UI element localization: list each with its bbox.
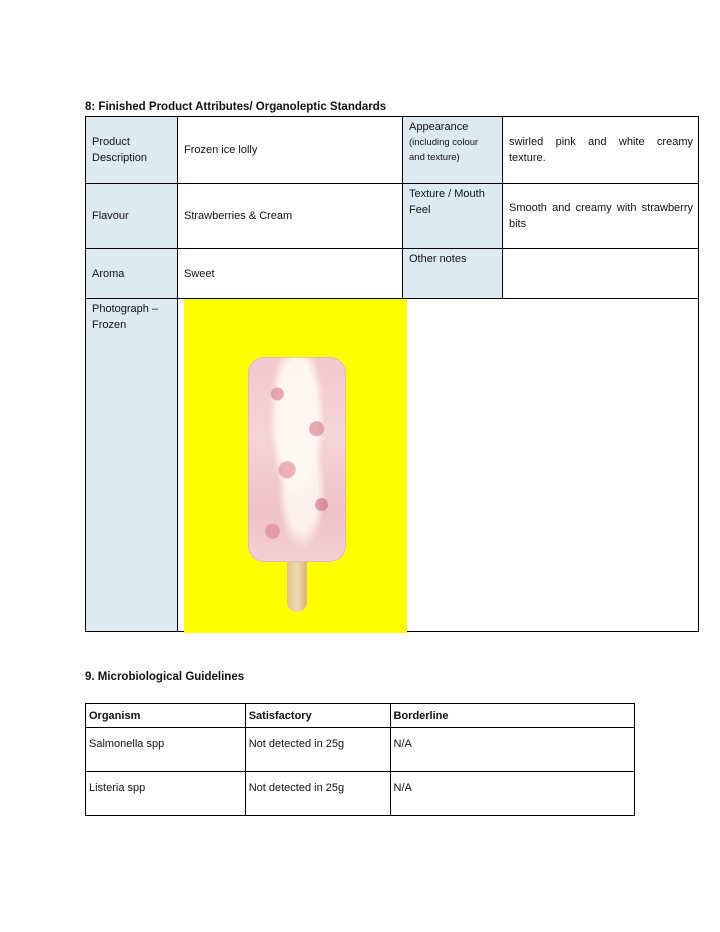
popsicle-photo [184,299,407,633]
table-header-row [86,704,635,728]
section-8-heading: 8: Finished Product Attributes/ Organoleptic Standards [85,101,387,113]
product-description-value-cell [178,117,403,184]
appearance-value-cell [503,117,699,184]
flavour-value: Strawberries & Cream [184,210,293,222]
texture-label-cell [403,184,503,249]
attributes-table [85,116,699,632]
column-header: Satisfactory [245,704,390,728]
product-description-value: Frozen ice lolly [184,144,258,156]
aroma-value-cell [178,249,403,299]
product-description-label: Product Description [92,136,148,164]
column-header: Borderline [390,704,635,728]
popsicle-image [248,357,346,562]
flavour-label-cell [86,184,178,249]
flavour-label: Flavour [92,210,129,222]
table-row [86,772,635,816]
aroma-label: Aroma [92,267,125,280]
appearance-label-cell [403,117,503,184]
flavour-value-cell [178,184,403,249]
borderline-cell: N/A [390,772,635,816]
column-header: Organism [86,704,246,728]
product-description-label-cell [86,117,178,184]
organism-cell: Salmonella spp [86,728,246,772]
texture-value: Smooth and creamy with strawberry bits [509,202,693,230]
texture-label: Texture / Mouth Feel [409,188,485,216]
appearance-label: Appearance [409,121,469,133]
satisfactory-cell: Not detected in 25g [245,772,390,816]
aroma-label-cell [86,249,178,299]
microbiological-table [85,703,635,816]
popsicle-stick [287,554,307,612]
aroma-value: Sweet [184,267,215,280]
appearance-value: swirled pink and white creamy texture. [509,136,693,164]
other-notes-label: Other notes [409,253,467,265]
photograph-label-cell [86,299,178,631]
other-notes-value-cell [503,249,699,299]
photograph-label: Photograph – Frozen [92,303,159,331]
section-9-heading: 9. Microbiological Guidelines [85,671,245,683]
texture-value-cell [503,184,699,249]
satisfactory-cell: Not detected in 25g [245,728,390,772]
borderline-cell: N/A [390,728,635,772]
table-row [86,728,635,772]
other-notes-label-cell [403,249,503,299]
organism-cell: Listeria spp [86,772,246,816]
appearance-sublabel: (including colour and texture) [409,137,479,163]
